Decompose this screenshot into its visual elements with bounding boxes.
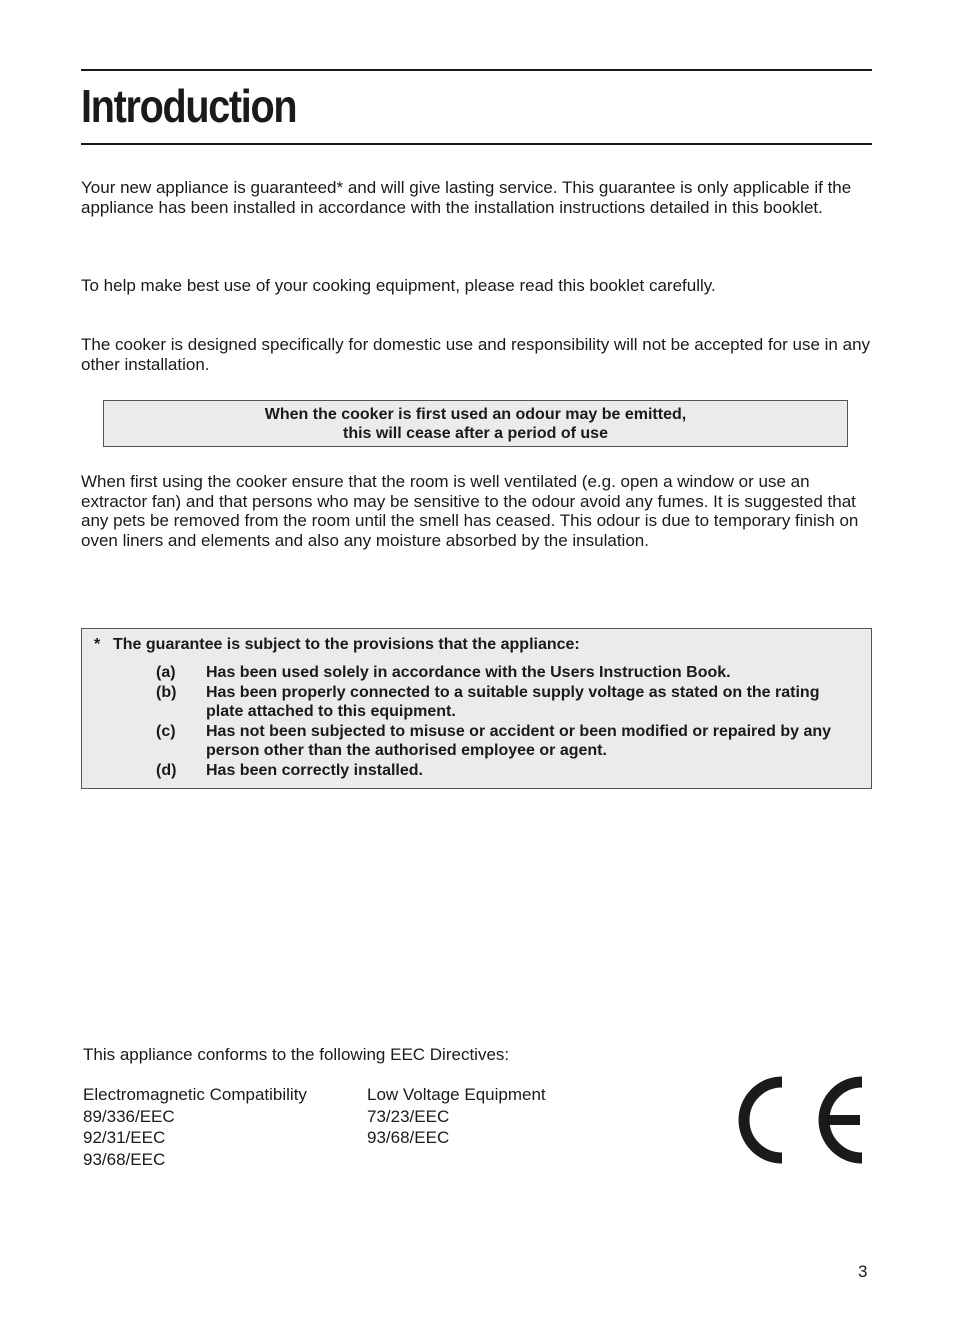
ventilation-paragraph: When first using the cooker ensure that the room is well ventilated (e.g. open a window or use an extractor fan) and that persons who may be sensitive to the odour avoid any fumes. It is suggested that any pets be removed from the room until the smell has ceased. This odour is due to temporary finish on oven liners and elements and also any moisture absorbed by the insulation.	[81, 472, 859, 550]
list-item-text: Has been correctly installed.	[206, 761, 423, 779]
odour-notice-line-2: this will cease after a period of use	[343, 425, 608, 442]
eec-directive-code: 93/68/EEC	[367, 1128, 450, 1147]
list-item-text: Has not been subjected to misuse or accident or been modified or repaired by any person other than the authorised employee or agent.	[206, 722, 832, 760]
guarantee-heading	[94, 635, 580, 655]
list-item-letter: (b)	[156, 683, 177, 701]
list-item-text: Has been used solely in accordance with the Users Instruction Book.	[206, 664, 731, 681]
list-item	[156, 722, 856, 761]
eec-directive-code: 89/336/EEC	[83, 1106, 175, 1126]
guarantee-conditions-box	[81, 628, 872, 789]
top-rule	[81, 69, 872, 71]
asterisk-marker: *	[94, 636, 101, 653]
list-item-letter: (c)	[156, 722, 176, 740]
title-underline-rule	[81, 143, 872, 145]
guarantee-intro-paragraph: Your new appliance is guaranteed* and will give lasting service. This guarantee is only applicable if the appliance has been installed in accordance with the installation instructions detailed in this booklet.	[81, 178, 852, 217]
page-number: 3	[858, 1262, 868, 1281]
odour-notice-box	[103, 400, 848, 447]
eec-column-electromagnetic	[83, 1084, 307, 1170]
list-item	[156, 683, 856, 722]
list-item	[156, 663, 856, 683]
ce-mark-icon	[734, 1076, 866, 1164]
eec-column-low-voltage	[367, 1084, 546, 1149]
page-title: Introduction	[81, 80, 297, 132]
list-item-text: Has been properly connected to a suitable supply voltage as stated on the rating plate attached to this equipment.	[206, 683, 820, 721]
read-booklet-paragraph: To help make best use of your cooking equipment, please read this booklet carefully.	[81, 276, 716, 295]
list-item	[156, 761, 856, 781]
list-item-letter: (d)	[156, 761, 177, 779]
domestic-use-paragraph: The cooker is designed specifically for domestic use and responsibility will not be accepted for use in any other installation.	[81, 335, 871, 374]
eec-directive-code: 73/23/EEC	[367, 1106, 450, 1126]
eec-column-heading: Low Voltage Equipment	[367, 1085, 546, 1104]
eec-directive-code: 93/68/EEC	[83, 1149, 166, 1169]
eec-directives-intro: This appliance conforms to the following EEC Directives:	[83, 1045, 510, 1064]
guarantee-heading-text: The guarantee is subject to the provisions that the appliance:	[113, 636, 580, 653]
odour-notice-line-1: When the cooker is first used an odour may be emitted,	[264, 406, 687, 423]
eec-column-heading: Electromagnetic Compatibility	[83, 1085, 307, 1104]
list-item-letter: (a)	[156, 664, 176, 681]
eec-directive-code: 92/31/EEC	[83, 1128, 166, 1147]
guarantee-conditions-list	[156, 663, 856, 781]
